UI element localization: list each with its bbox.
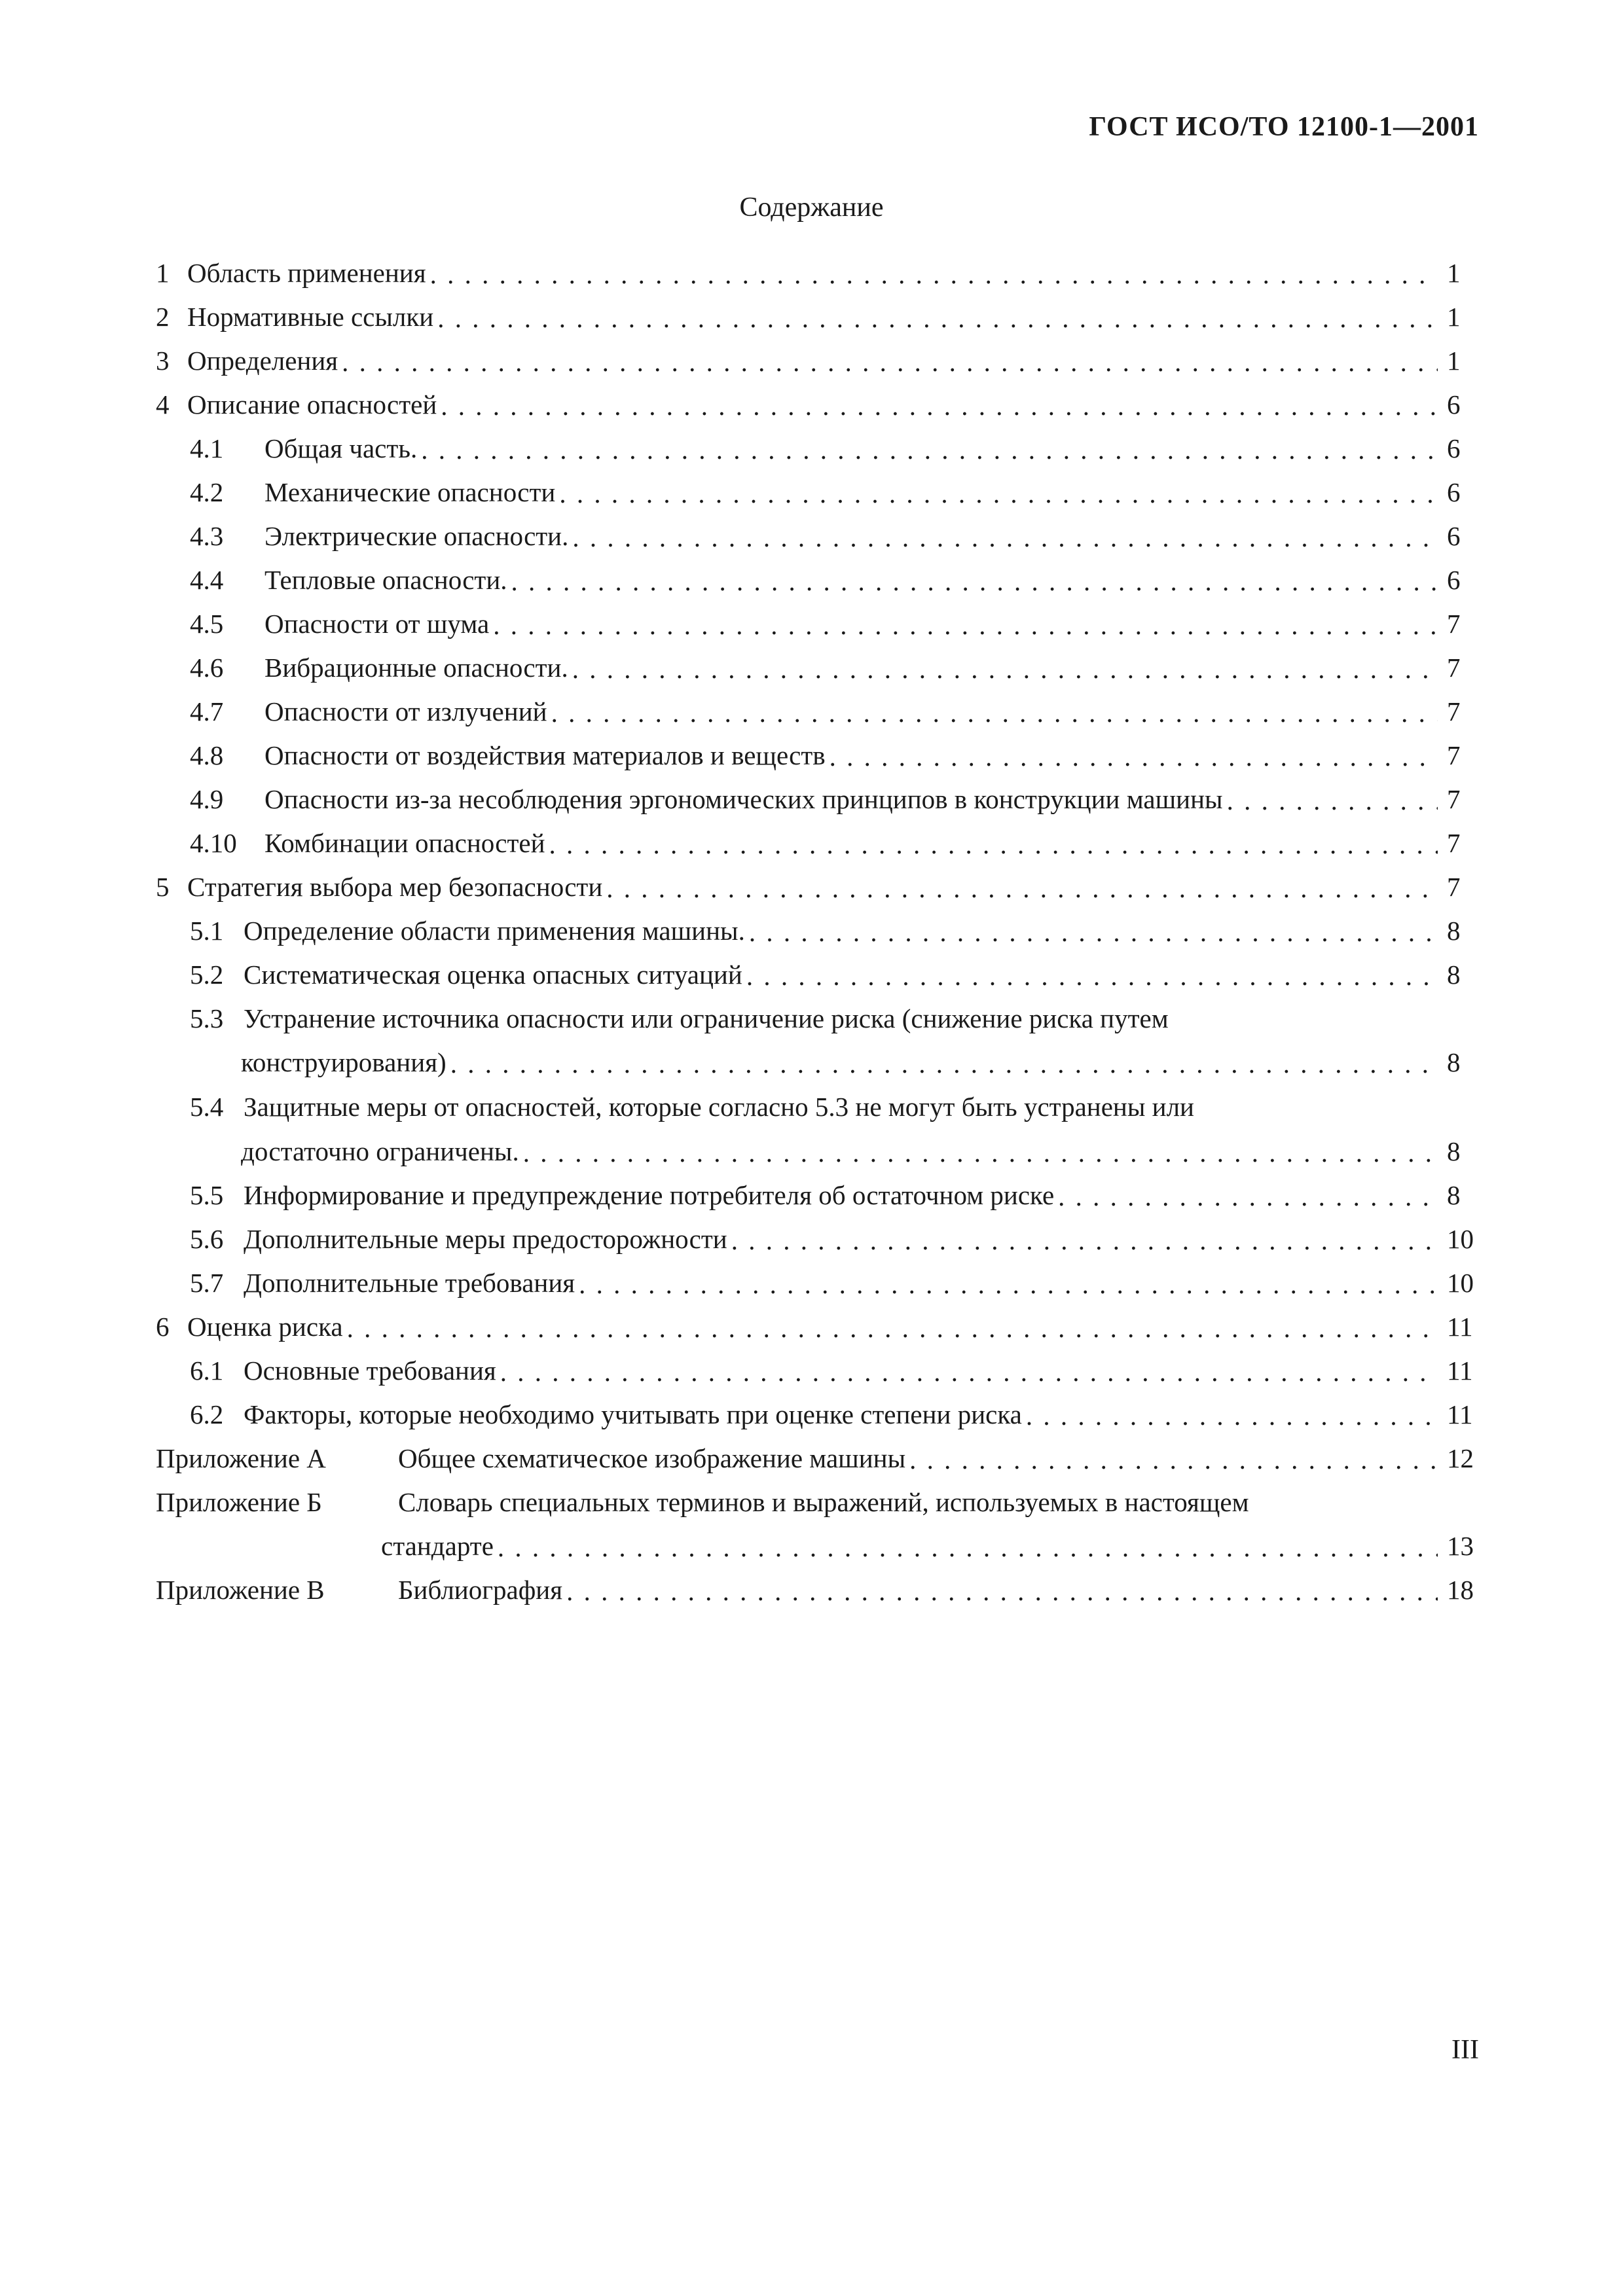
toc-entry-appendix[interactable]: Приложение А Общее схематическое изображение машины . . . 12 <box>156 1436 1478 1480</box>
toc-entry[interactable]: 5.2 Систематическая оценка опасных ситуаций . . . 8 <box>156 952 1478 996</box>
toc-entry[interactable]: 5.4 Защитные меры от опасностей, которые согласно 5.3 не могут быть устранены или <box>190 1091 1194 1122</box>
toc-entry[interactable]: 4.2 Механические опасности . . . 6 <box>156 470 1478 514</box>
toc-entry[interactable]: 6.2 Факторы, которые необходимо учитывать при оценке степени риска . . . 11 <box>156 1392 1478 1436</box>
toc-entry-continuation[interactable]: стандарте . . . 13 <box>156 1524 1478 1568</box>
toc-entry[interactable]: 1 Область применения . . . 1 <box>156 251 1478 295</box>
toc-entry[interactable]: 4 Описание опасностей . . . 6 <box>156 382 1478 426</box>
toc-entry[interactable]: 4.4 Тепловые опасности. . . . 6 <box>156 558 1478 601</box>
page-number: III <box>1451 2035 1479 2065</box>
toc-entry[interactable]: 4.3 Электрические опасности. . . . 6 <box>156 514 1478 558</box>
toc-entry[interactable]: 6.1 Основные требования . . . 11 <box>156 1348 1478 1392</box>
toc-entry[interactable]: 5 Стратегия выбора мер безопасности . . . 7 <box>156 865 1478 908</box>
toc-entry[interactable]: 5.3 Устранение источника опасности или ограничение риска (снижение риска путем <box>190 1003 1169 1033</box>
toc-entry[interactable]: 5.7 Дополнительные требования . . . 10 <box>156 1261 1478 1304</box>
toc-entry[interactable]: 5.6 Дополнительные меры предосторожности . . . 10 <box>156 1217 1478 1261</box>
toc-entry[interactable]: 3 Определения . . . 1 <box>156 338 1478 382</box>
toc-entry[interactable]: 4.6 Вибрационные опасности. . . . 7 <box>156 645 1478 689</box>
toc-entry[interactable]: 6 Оценка риска . . . 11 <box>156 1304 1478 1348</box>
toc-entry[interactable]: 5.1 Определение области применения машины. . . . 8 <box>156 908 1478 952</box>
toc-title: Содержание <box>739 192 884 223</box>
toc-entry[interactable]: 5.5 Информирование и предупреждение потребителя об остаточном риске . . . 8 <box>156 1173 1478 1217</box>
toc-entry-continuation[interactable]: конструирования) . . . 8 <box>156 1040 1478 1084</box>
toc-entry-appendix[interactable]: Приложение В Библиография . . . 18 <box>156 1568 1478 1611</box>
document-code: ГОСТ ИСО/ТО 12100-1—2001 <box>1089 112 1479 142</box>
toc-entry[interactable]: 4.1 Общая часть. . . . 6 <box>156 426 1478 470</box>
toc-entry[interactable]: 4.7 Опасности от излучений . . . 7 <box>156 689 1478 733</box>
toc-entry[interactable]: 4.10 Комбинации опасностей . . . 7 <box>156 821 1478 865</box>
toc-entry[interactable]: 4.5 Опасности от шума . . . 7 <box>156 601 1478 645</box>
toc-entry-appendix[interactable]: Приложение Б Словарь специальных терминов и выражений, используемых в настоящем <box>156 1486 1249 1517</box>
table-of-contents <box>156 251 1478 1611</box>
toc-entry[interactable]: 4.8 Опасности от воздействия материалов и веществ . . . 7 <box>156 733 1478 777</box>
toc-entry-continuation[interactable]: достаточно ограничены. . . . 8 <box>156 1129 1478 1173</box>
toc-entry[interactable]: 4.9 Опасности из-за несоблюдения эргономических принципов в конструкции машины . . . 7 <box>156 777 1478 821</box>
toc-entry[interactable]: 2 Нормативные ссылки . . . 1 <box>156 295 1478 338</box>
